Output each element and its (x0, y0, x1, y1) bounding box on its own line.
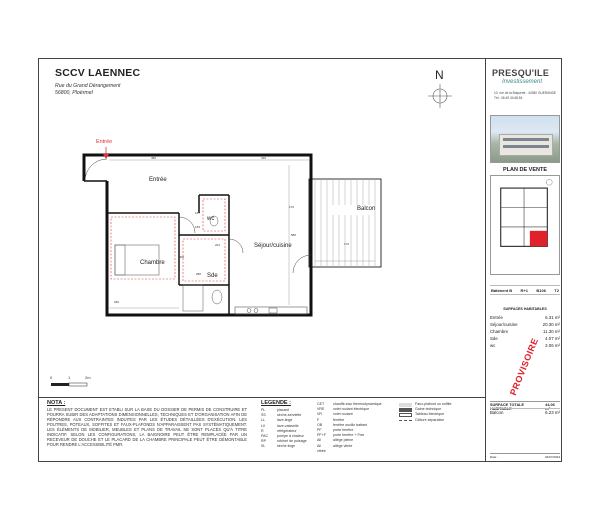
date-row: Date : 04/07/2024 (490, 455, 560, 459)
dim-label: 450 (151, 156, 157, 160)
legend-col-2 (317, 402, 382, 454)
logo-line1: PRESQU'ILE (492, 68, 550, 78)
scale-label-2m: 2m (85, 375, 91, 380)
logo-line2: Investissement (502, 79, 543, 85)
level-label: R+1 (520, 287, 528, 293)
building-label: Bâtiment B (491, 287, 513, 293)
legend-item: RP robinet de puisage (261, 439, 307, 444)
plan-title: PLAN DE VENTE (502, 167, 547, 173)
surface-row: Sde 4.07 m² (490, 336, 560, 341)
company-logo (490, 61, 560, 103)
dim-label: 410 (261, 156, 267, 160)
legend-item: VRE volet roulant électrique (317, 407, 370, 412)
total-surface-row: SURFACE TOTALE HABITABLE 44.06 m² (490, 401, 560, 411)
legend-item: SS sèche-serviette (261, 413, 302, 418)
logo-address: 10, rue de la Briquerie - 44350 GUERANDE (494, 91, 557, 95)
legend-title: LEGENDE : (261, 400, 291, 406)
legend-item: PF porte fenêtre (317, 428, 354, 433)
room-label-chambre: Chambre (140, 260, 165, 266)
project-title: SCCV LAENNEC (55, 67, 141, 79)
legend-item-faux-plafond: Faux-plafond ou soffite (399, 402, 452, 407)
room-label-wc: wc (207, 216, 215, 222)
type-label: T2 (554, 287, 559, 293)
legend-item: SL sèche linge (261, 444, 296, 449)
lot-highlight (530, 231, 547, 247)
project-street: Rue du Grand Dérangement (55, 83, 121, 89)
legend-item: PF+F porte fenêtre + Fixe (317, 433, 365, 438)
dim-label: 176 (344, 242, 350, 246)
room-label-balcon: Balcon (357, 206, 376, 212)
floor-plan (79, 135, 399, 335)
surface-row: Entrée 6.31 m² (490, 315, 560, 320)
legend-item: LV lave-vaisselle (261, 423, 299, 428)
dim-label: 127 (195, 211, 201, 215)
entrance-arrow-icon (103, 147, 109, 159)
dim-label: 201 (215, 243, 221, 247)
scale-label-0: 0 (50, 375, 53, 380)
legend-col-1 (261, 408, 307, 450)
legend-item: PAC pompe à chaleur (261, 434, 304, 439)
footer-notes (39, 397, 485, 462)
legend-item: LL lave-linge (261, 418, 293, 423)
legend-item: OB fenêtre oscillo battant (317, 422, 368, 427)
note-title: NOTA : (47, 400, 66, 406)
balcon-surface-row: Balcon 6.23 m² (490, 410, 560, 415)
surface-row: Chambre 11.30 m² (490, 329, 560, 334)
surfaces-title: SURFACES HABITABLES (503, 307, 547, 311)
north-compass-icon (427, 83, 453, 109)
scale-bar (49, 381, 91, 389)
legend-item: All allège pleine (317, 438, 354, 443)
project-city: 56800, Ploërmel (55, 90, 93, 96)
room-label-entree: Entrée (149, 177, 167, 183)
legend-item: All vitrée allège vitrée (317, 443, 353, 453)
lot-label: B106 (536, 287, 546, 293)
legend-item: VR volet roulant (317, 412, 353, 417)
dim-label: 170 (289, 205, 295, 209)
room-label-sejour: Séjour/cuisine (254, 243, 292, 249)
legend-item-tableau: Tableau électrique (399, 412, 452, 417)
sales-plan-sheet (38, 58, 562, 462)
provisional-stamp: PROVISOIRE (508, 336, 541, 397)
room-label-sde: Sde (207, 273, 218, 279)
legend-item: PL placard (261, 408, 289, 412)
key-plan (490, 175, 560, 275)
north-label: N (435, 68, 444, 82)
scale-label-1: 1 (68, 375, 71, 380)
logo-phone: Tél : 06.49.34.68.54 (494, 96, 523, 100)
legend-item: F fenêtre (317, 417, 345, 422)
surface-row: Séjour/cuisine 20.30 m² (490, 322, 560, 327)
legend-item: R réfrigérateur (261, 428, 297, 433)
legend-col-3 (399, 402, 452, 423)
entrance-marker-label: Entrée (96, 139, 113, 145)
surface-row: wc 2.06 m² (490, 343, 560, 348)
info-panel (485, 59, 563, 462)
dim-label: 280 (196, 272, 202, 276)
dim-label: 580 (291, 233, 297, 237)
note-text: LE PRESENT DOCUMENT EST ETABLI SUR LA BASE DU DOSSIER DE PERMIS DE CONSTRUIRE ET POURRA SUBIR DES ADAPTATIONS DIMENSIONNELLES, TECHNIQUES ET D'ORGANISATION AFIN DE RÉPONDRE AUX CONTRAINTES INDUITES PAR LES ÉTUDES DÉTAILLÉES D'EXÉCUTION. LES POUTRES, POTEAUX, SOFFITES ET FAUX-PLAFONDS N'APPARAISSENT PAS SYSTÉMATIQUEMENT. LES ÉLÉMENTS DE MOBILIER, MEUBLES ET PLANS DE TRAVAIL NE SONT PLACÉS QU'À TITRE INDICATIF. SELON LES CONFIGURATIONS, LA BAIGNOIRE PEUT ÊTRE REMPLACÉE PAR UN RECEVEUR DE DOUCHE ET LE PLACARD DE LA CHAMBRE PRINCIPALE PEUT ÊTRE DÉMONTABLE POUR RENDRE L'ACCESSIBILITÉ PMR. (47, 407, 247, 447)
dim-label: 406 (179, 255, 185, 259)
dim-label: 260 (114, 300, 120, 304)
legend-item: CET chauffe-eau thermodynamique (317, 402, 382, 406)
dim-label: 165 (195, 225, 201, 229)
lot-info-row (490, 285, 560, 295)
building-photo (490, 115, 560, 163)
legend-item-gaine: Gaine technique (399, 407, 452, 412)
legend-item-cloture: Clôture séparative (399, 418, 452, 423)
